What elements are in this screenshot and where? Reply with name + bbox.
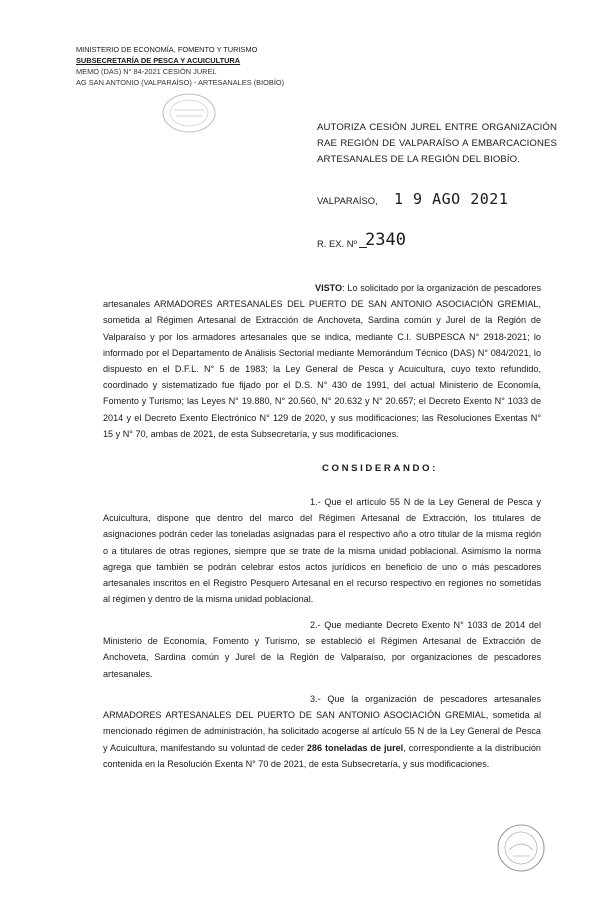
date-stamp: 1 9 AGO 2021	[394, 190, 509, 208]
place-and-date	[317, 190, 557, 210]
place-label: VALPARAÍSO,	[317, 195, 378, 206]
subsecretaria-name: SUBSECRETARÍA DE PESCA Y ACUICULTURA	[76, 56, 241, 65]
visto-paragraph	[103, 280, 541, 442]
paragraph-text: Que mediante Decreto Exento N° 1033 de 2014 del Ministerio de Economía, Fomento y Turismo, se estableció el Régimen Artesanal de Extracción de Anchoveta, Sardina común y Jurel de la Región de Valparaíso, por organizaciones de pescadores artesanales.	[103, 620, 541, 679]
considerando-heading: CONSIDERANDO:	[322, 463, 438, 474]
tonnage-highlight: 286 toneladas de jurel	[306, 742, 404, 753]
letterhead	[76, 44, 296, 88]
paragraph-text: Que el artículo 55 N de la Ley General de Pesca y Acuicultura, dispone que dentro del marco del Régimen Artesanal de Extracción, los titulares de asignaciones podrán ceder las toneladas asignadas para el respectivo año a otro titular de la misma región o a titulares de otras regiones, siempre que se trate de la misma unidad poblacional. Asimismo la norma agrega que también se podrán celebrar estos actos jurídicos en beneficio de uno o más pescadores artesanales inscritos en el Registro Pesquero Artesanal en el recurso respectivo en regiones no sometidas al régimen y dentro de la misma unidad poblacional.	[103, 497, 541, 605]
paragraph-text-a: Que la organización de pescadores artesanales ARMADORES ARTESANALES DEL PUERTO DE SAN ANTONIO ASOCIACIÓN GREMIAL, sometida al mencionado régimen de administración, ha solicitado acogerse al artículo 55 N de la Ley General de Pesca y Acuicultura, manifestando su voluntad de ceder	[103, 694, 541, 753]
official-seal-icon	[495, 820, 547, 876]
rex-number: 2340	[365, 230, 406, 250]
ministry-name: MINISTERIO DE ECONOMÍA, FOMENTO Y TURISMO	[76, 45, 258, 54]
ag-reference: AG SAN ANTONIO (VALPARAÍSO) - ARTESANALES (BIOBÍO)	[76, 78, 285, 87]
memo-reference: MEMO (DAS) N° 84-2021 CESIÓN JUREL	[76, 67, 217, 76]
considerando-paragraph-3	[103, 691, 541, 772]
rex-label: R. EX. Nº	[317, 238, 357, 249]
considerando-paragraph-1	[103, 494, 541, 607]
paragraph-number: 3.-	[310, 694, 321, 704]
resolution-subject: AUTORIZA CESIÓN JUREL ENTRE ORGANIZACIÓN RAE REGIÓN DE VALPARAÍSO A EMBARCACIONES ARTESANALES DE LA REGIÓN DEL BIOBÍO.	[317, 122, 557, 165]
considerando-paragraph-2	[103, 617, 541, 682]
paragraph-text-b: , correspondiente a la distribución contenida en la Resolución Exenta N° 70 de 2021, de esta Subsecretaría, y sus modificaciones.	[103, 742, 541, 769]
paragraph-number: 1.-	[310, 497, 321, 507]
paragraph-number: 2.-	[310, 620, 321, 630]
resolution-number	[317, 230, 517, 252]
visto-label: VISTO	[315, 283, 343, 293]
faded-stamp-icon	[160, 90, 218, 136]
visto-text: : Lo solicitado por la organización de pescadores artesanales ARMADORES ARTESANALES DEL PUERTO DE SAN ANTONIO ASOCIACIÓN GREMIAL, sometida al Régimen Artesanal de Extracción de Anchoveta, Sardina común y Jurel de la Región de Valparaíso y por los armadores artesanales que se indica, mediante C.I. SUBPESCA N° 2918-2021; lo informado por el Departamento de Análisis Sectorial mediante Memorándum Técnico (DAS) N° 084/2021, lo dispuesto en el D.F.L. N° 5 de 1983; la Ley General de Pesca y Acuicultura, cuyo texto refundido, coordinado y sistematizado fue fijado por el D.S. N° 430 de 1991, del actual Ministerio de Economía, Fomento y Turismo; las Leyes N° 19.880, N° 20.560, N° 20.632 y N° 20.657; el Decreto Exento N° 1033 de 2014 y el Decreto Exento Electrónico N° 129 de 2020, y sus modificaciones; las Resoluciones Exentas N° 15 y N° 70, ambas de 2021, de esta Subsecretaría, y sus modificaciones.	[103, 283, 541, 439]
